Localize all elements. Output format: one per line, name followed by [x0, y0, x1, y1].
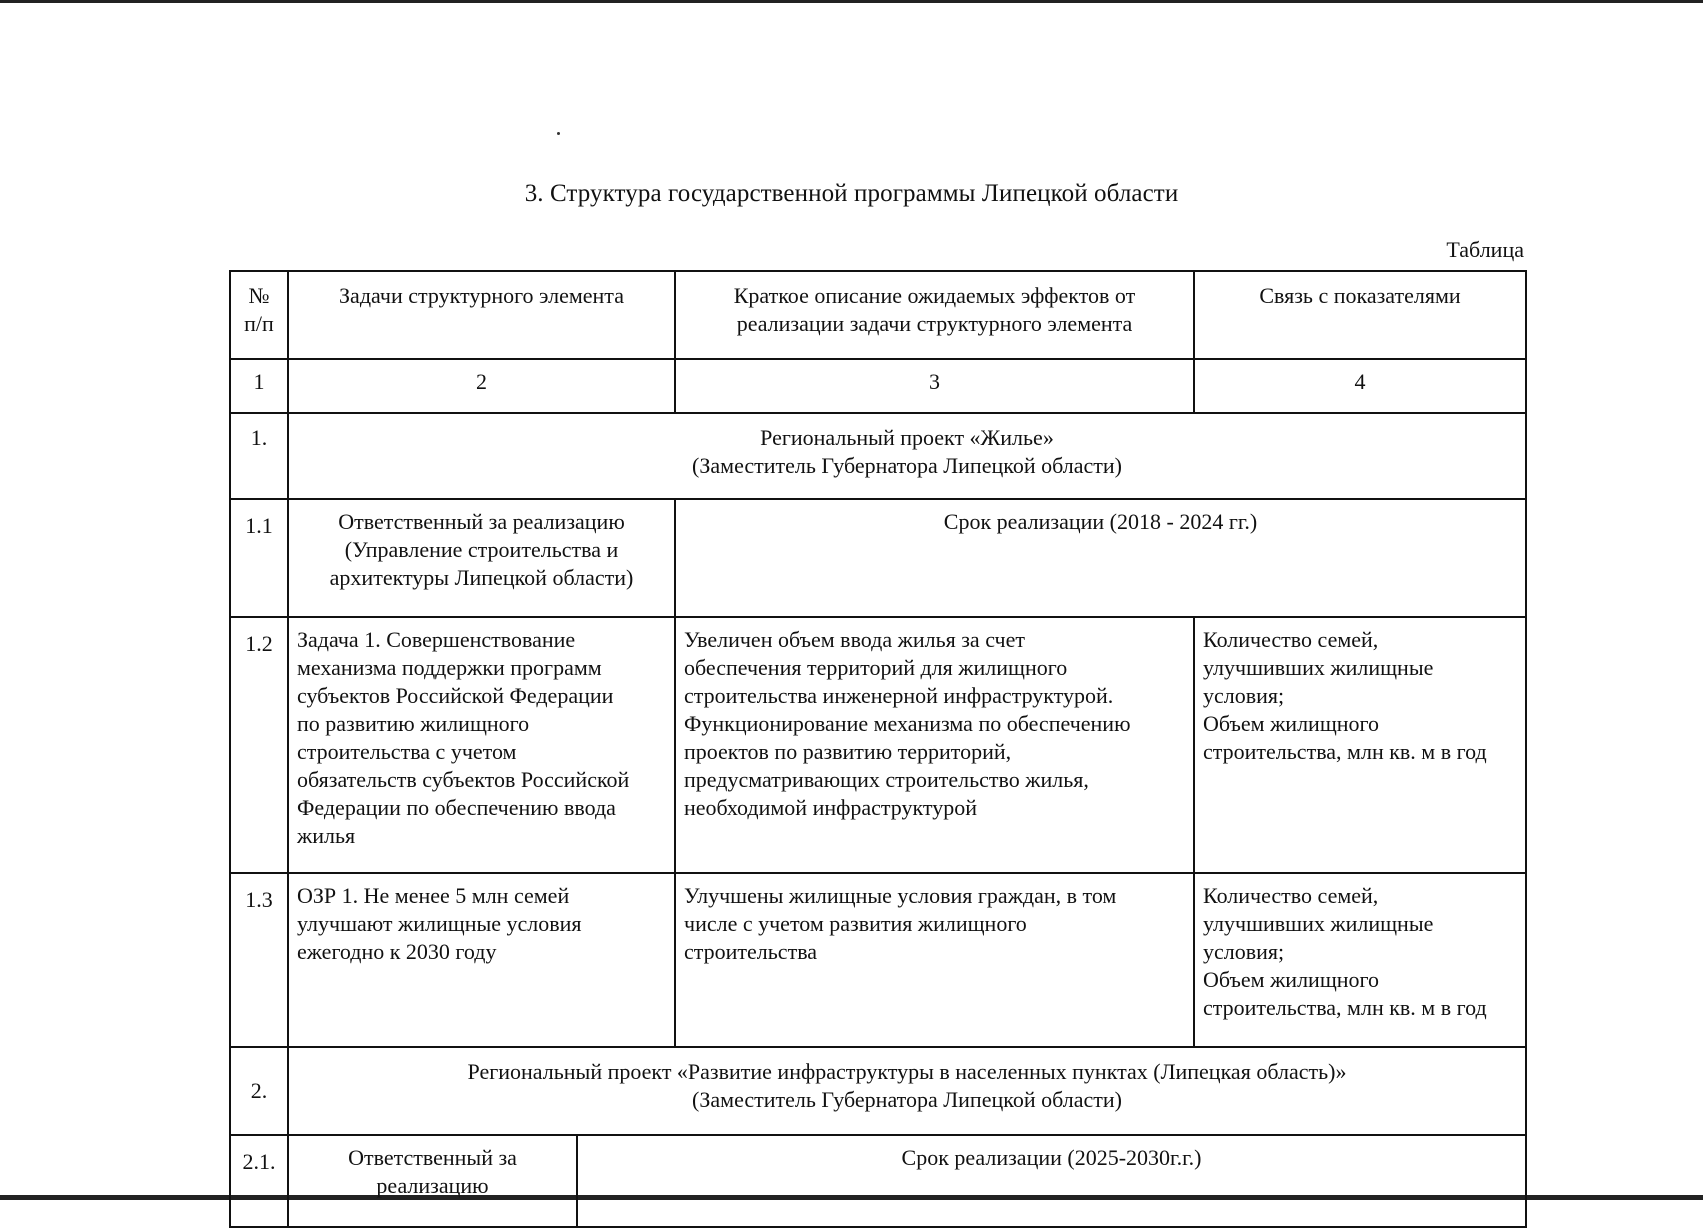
row-1-2-effect-line: Увеличен объем ввода жилья за счет [684, 627, 1025, 652]
row-1-2-task-line: жилья [297, 823, 356, 848]
header-number-cell [230, 271, 288, 359]
section-2-curator: (Заместитель Губернатора Липецкой области) [692, 1087, 1122, 1112]
structure-table [229, 270, 1527, 1228]
table-header-row [230, 271, 1526, 359]
header-number-sub-label: п/п [244, 311, 274, 336]
row-1-2-task-line: обязательств субъектов Российской [297, 767, 630, 792]
row-1-3-indicator-line: Количество семей, [1203, 883, 1379, 908]
row-1-1-term-cell [675, 499, 1526, 617]
row-1-2-task-line: по развитию жилищного [297, 711, 530, 736]
row-1-3-indicator-line: строительства, млн кв. м в год [1203, 995, 1487, 1020]
row-1-1-responsible-line-2: (Управление строительства и [344, 537, 619, 562]
document-title: 3. Структура государственной программы Липецкой области [524, 180, 1179, 207]
section-1-number: 1. [230, 413, 288, 499]
index-cell-1: 1 [230, 359, 288, 413]
row-1-2-task-line: механизма поддержки программ [297, 655, 602, 680]
header-effects-label-2: реализации задачи структурного элемента [736, 311, 1133, 336]
row-1-3-effect-line: Улучшены жилищные условия граждан, в том [684, 883, 1117, 908]
scan-edge-top [0, 0, 1703, 3]
table-row-1-1 [230, 499, 1526, 617]
section-1-curator: (Заместитель Губернатора Липецкой области) [692, 453, 1122, 478]
row-1-2-effect-line: предусматривающих строительство жилья, [684, 767, 1089, 792]
row-1-1-responsible-line-3: архитектуры Липецкой области) [329, 565, 634, 590]
row-1-2-number: 1.2 [230, 617, 288, 873]
row-1-2-indicator-line: Объем жилищного [1203, 711, 1380, 736]
row-1-3-indicator-line: улучшивших жилищные [1203, 911, 1434, 936]
section-row-2 [230, 1047, 1526, 1135]
row-1-1-number: 1.1 [230, 499, 288, 617]
table-row-2-1 [230, 1135, 1526, 1227]
index-cell-2: 2 [288, 359, 675, 413]
row-1-2-task-line: Задача 1. Совершенствование [297, 627, 576, 652]
row-1-2-indicator-line: строительства, млн кв. м в год [1203, 739, 1487, 764]
row-1-3-task-cell [288, 873, 675, 1047]
header-tasks-label: Задачи структурного элемента [339, 283, 624, 308]
row-1-3-effect-line: строительства [684, 939, 818, 964]
header-effects-cell [675, 271, 1194, 359]
row-2-1-term-cell [577, 1135, 1526, 1227]
table-row-1-3 [230, 873, 1526, 1047]
row-1-2-task-line: строительства с учетом [297, 739, 517, 764]
row-1-2-effect-line: строительства инженерной инфраструктурой. [684, 683, 1114, 708]
row-1-1-responsible-cell [288, 499, 675, 617]
row-1-2-effect-line: обеспечения территорий для жилищного [684, 655, 1068, 680]
index-cell-3: 3 [675, 359, 1194, 413]
section-2-title-cell [288, 1047, 1526, 1135]
row-1-2-effect-cell [675, 617, 1194, 873]
row-1-2-indicator-line: условия; [1203, 683, 1285, 708]
row-2-1-responsible-cell [288, 1135, 577, 1227]
row-1-2-indicators-cell [1194, 617, 1526, 873]
header-indicators-cell [1194, 271, 1526, 359]
row-1-2-task-line: Федерации по обеспечению ввода [297, 795, 616, 820]
index-cell-4: 4 [1194, 359, 1526, 413]
row-1-1-term: Срок реализации (2018 - 2024 гг.) [943, 509, 1258, 534]
header-indicators-label: Связь с показателями [1259, 283, 1461, 308]
section-1-title-cell [288, 413, 1526, 499]
row-1-3-effect-cell [675, 873, 1194, 1047]
row-1-2-effect-line: необходимой инфраструктурой [684, 795, 978, 820]
header-number-label: № [248, 283, 270, 308]
column-index-row [230, 359, 1526, 413]
table-caption: Таблица [1446, 237, 1524, 262]
row-2-1-responsible-line-2: реализацию [376, 1173, 489, 1198]
row-2-1-responsible-line-1: Ответственный за [348, 1145, 517, 1170]
row-1-2-indicator-line: Количество семей, [1203, 627, 1379, 652]
table-row-1-2 [230, 617, 1526, 873]
header-tasks-cell [288, 271, 675, 359]
section-row-1 [230, 413, 1526, 499]
row-2-1-number: 2.1. [230, 1135, 288, 1227]
row-1-2-indicator-line: улучшивших жилищные [1203, 655, 1434, 680]
row-1-3-task-line: улучшают жилищные условия [297, 911, 582, 936]
row-1-3-indicator-line: условия; [1203, 939, 1285, 964]
row-1-1-responsible-line-1: Ответственный за реализацию [338, 509, 625, 534]
row-1-3-task-line: ежегодно к 2030 году [297, 939, 497, 964]
row-1-3-number: 1.3 [230, 873, 288, 1047]
header-effects-label-1: Краткое описание ожидаемых эффектов от [733, 283, 1136, 308]
section-1-title: Региональный проект «Жилье» [760, 425, 1054, 450]
row-1-2-effect-line: Функционирование механизма по обеспечению [684, 711, 1131, 736]
row-1-3-indicator-line: Объем жилищного [1203, 967, 1380, 992]
row-1-3-effect-line: числе с учетом развития жилищного [684, 911, 1027, 936]
row-1-2-effect-line: проектов по развитию территорий, [684, 739, 1012, 764]
section-2-number: 2. [230, 1047, 288, 1135]
row-1-3-task-line: ОЗР 1. Не менее 5 млн семей [297, 883, 570, 908]
row-1-2-task-line: субъектов Российской Федерации [297, 683, 614, 708]
section-2-title: Региональный проект «Развитие инфраструктуры в населенных пунктах (Липецкая область)» [467, 1059, 1347, 1084]
row-2-1-term: Срок реализации (2025-2030г.г.) [901, 1145, 1202, 1170]
scan-speck [557, 132, 560, 135]
row-1-3-indicators-cell [1194, 873, 1526, 1047]
row-1-2-task-cell [288, 617, 675, 873]
